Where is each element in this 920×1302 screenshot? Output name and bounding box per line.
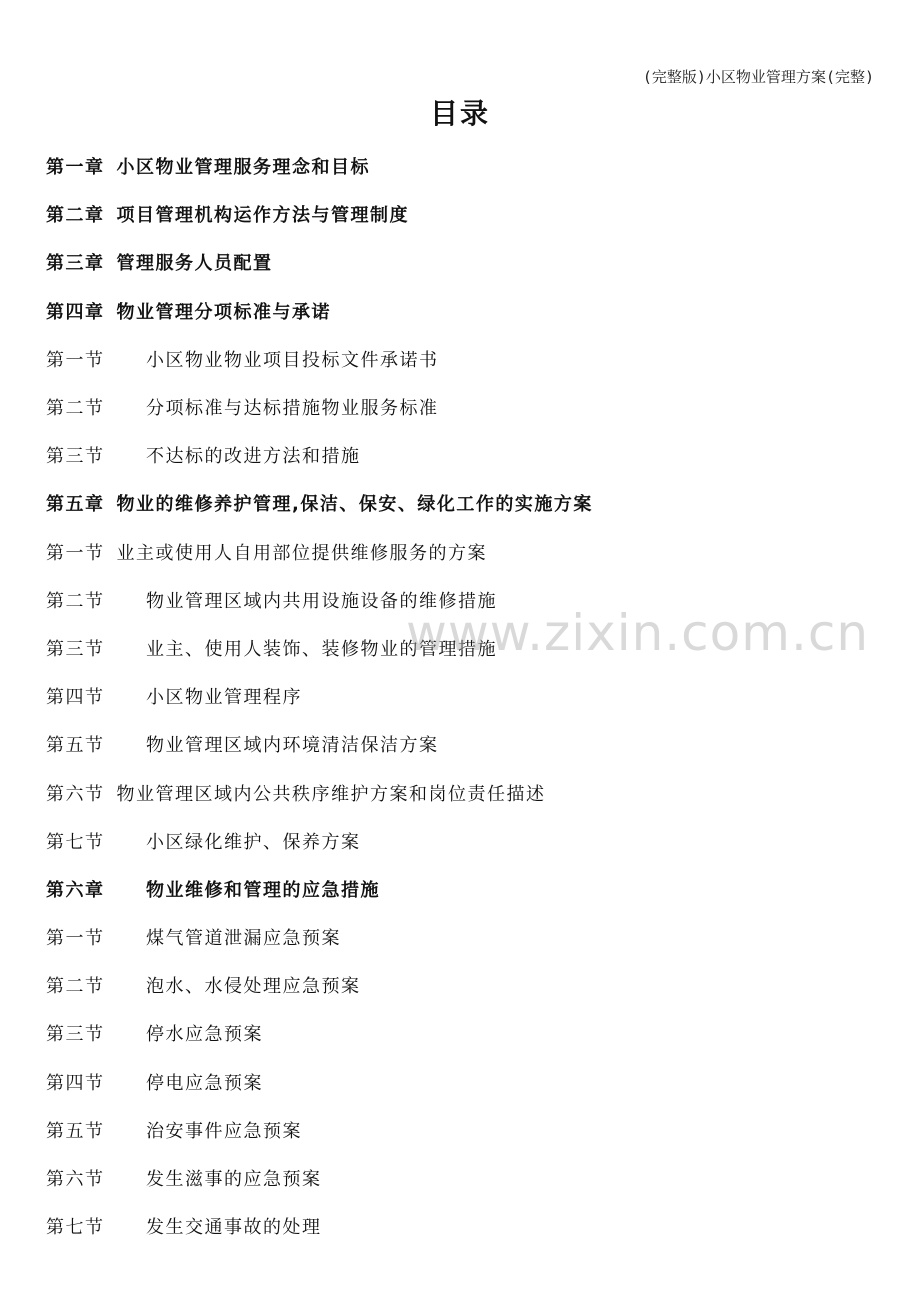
toc-entry-title: 物业管理分项标准与承诺 <box>116 301 331 323</box>
toc-entry-label: 第五节 <box>46 1120 105 1142</box>
toc-entry-title: 停电应急预案 <box>146 1072 263 1094</box>
toc-entry-title: 分项标准与达标措施物业服务标准 <box>146 398 439 420</box>
toc-section-entry <box>46 335 886 383</box>
toc-entry-title: 不达标的改进方法和措施 <box>146 446 361 468</box>
toc-entry-label: 第一章 <box>46 157 105 179</box>
toc-entry-label: 第二节 <box>46 590 105 612</box>
toc-chapter-entry <box>46 142 886 190</box>
toc-entry-title: 物业维修和管理的应急措施 <box>146 879 380 901</box>
toc-chapter-entry <box>46 287 886 335</box>
toc-section-entry <box>46 817 886 865</box>
toc-entry-label: 第四章 <box>46 301 105 323</box>
toc-entry-title: 停水应急预案 <box>146 1024 263 1046</box>
toc-entry-label: 第三章 <box>46 253 105 275</box>
toc-entry-title: 物业管理区域内环境清洁保洁方案 <box>146 735 439 757</box>
toc-section-entry <box>46 720 886 768</box>
toc-section-entry <box>46 1009 886 1057</box>
toc-entry-label: 第一节 <box>46 542 105 564</box>
toc-chapter-entry <box>46 238 886 286</box>
toc-entry-label: 第二节 <box>46 398 105 420</box>
toc-section-entry <box>46 913 886 961</box>
toc-entry-label: 第一节 <box>46 349 105 371</box>
toc-entry-label: 第三节 <box>46 1024 105 1046</box>
toc-entry-label: 第七节 <box>46 831 105 853</box>
toc-entry-label: 第二节 <box>46 976 105 998</box>
running-header: (完整版)小区物业管理方案(完整) <box>642 68 874 86</box>
toc-entry-title: 业主或使用人自用部位提供维修服务的方案 <box>116 542 487 564</box>
toc-section-entry <box>46 1058 886 1106</box>
toc-entry-label: 第五章 <box>46 494 105 516</box>
toc-entry-title: 物业管理区域内共用设施设备的维修措施 <box>146 590 497 612</box>
table-of-contents <box>46 142 886 1250</box>
toc-entry-title: 发生滋事的应急预案 <box>146 1169 322 1191</box>
toc-section-entry <box>46 431 886 479</box>
toc-entry-title: 煤气管道泄漏应急预案 <box>146 928 341 950</box>
toc-entry-label: 第六节 <box>46 783 105 805</box>
toc-entry-title: 业主、使用人装饰、装修物业的管理措施 <box>146 638 497 660</box>
toc-entry-label: 第六章 <box>46 879 105 901</box>
toc-entry-label: 第三节 <box>46 446 105 468</box>
toc-section-entry <box>46 528 886 576</box>
toc-entry-title: 物业的维修养护管理,保洁、保安、绿化工作的实施方案 <box>116 494 593 516</box>
toc-section-entry <box>46 1154 886 1202</box>
toc-chapter-entry <box>46 190 886 238</box>
toc-section-entry <box>46 624 886 672</box>
toc-section-entry <box>46 768 886 816</box>
toc-entry-title: 小区物业管理服务理念和目标 <box>116 157 370 179</box>
toc-entry-title: 小区绿化维护、保养方案 <box>146 831 361 853</box>
toc-entry-label: 第三节 <box>46 638 105 660</box>
toc-section-entry <box>46 576 886 624</box>
toc-entry-title: 小区物业管理程序 <box>146 687 302 709</box>
toc-entry-title: 项目管理机构运作方法与管理制度 <box>116 205 409 227</box>
toc-entry-label: 第二章 <box>46 205 105 227</box>
toc-section-entry <box>46 1202 886 1250</box>
toc-entry-title: 物业管理区域内公共秩序维护方案和岗位责任描述 <box>116 783 546 805</box>
toc-section-entry <box>46 1106 886 1154</box>
toc-section-entry <box>46 672 886 720</box>
toc-entry-label: 第五节 <box>46 735 105 757</box>
toc-chapter-entry <box>46 865 886 913</box>
toc-entry-title: 小区物业物业项目投标文件承诺书 <box>146 349 439 371</box>
toc-chapter-entry <box>46 479 886 527</box>
toc-entry-label: 第四节 <box>46 687 105 709</box>
toc-entry-title: 管理服务人员配置 <box>116 253 273 275</box>
watermark: www.zixin.com.cn <box>406 604 870 662</box>
toc-entry-title: 治安事件应急预案 <box>146 1120 302 1142</box>
toc-entry-label: 第四节 <box>46 1072 105 1094</box>
toc-section-entry <box>46 961 886 1009</box>
page-title: 目录 <box>429 97 490 130</box>
toc-entry-title: 发生交通事故的处理 <box>146 1217 322 1239</box>
toc-section-entry <box>46 383 886 431</box>
toc-entry-label: 第一节 <box>46 928 105 950</box>
toc-entry-label: 第七节 <box>46 1217 105 1239</box>
toc-entry-label: 第六节 <box>46 1169 105 1191</box>
toc-entry-title: 泡水、水侵处理应急预案 <box>146 976 361 998</box>
